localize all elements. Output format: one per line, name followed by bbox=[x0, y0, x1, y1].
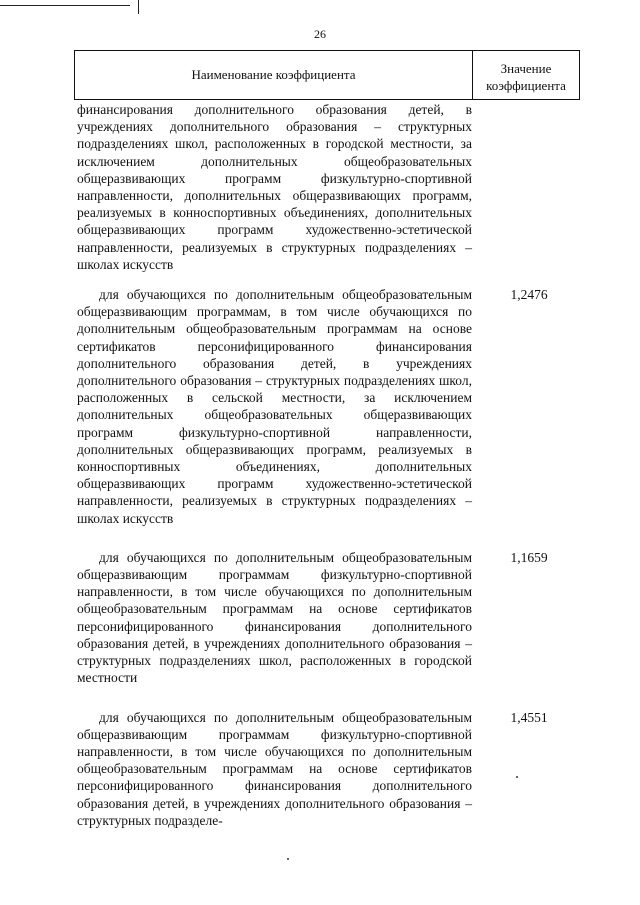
table-row bbox=[77, 286, 580, 527]
table-header bbox=[74, 50, 580, 100]
page-number: 26 bbox=[314, 27, 326, 41]
coefficient-description: для обучающихся по дополнительным общеобразовательным общеразвивающим программам, в том числе обучающихся по дополнительным общеобразовательным программам на основе сертификатов персонифицированного финансирования дополнительного образования детей, в учреждениях дополнительного образования – структурных подразделениях школ, расположенных в сельской местности, за исключением дополнительных общеобразовательных общеразвивающих программ физкультурно-спортивной направленности, дополнительных общеразвивающих программ, реализуемых в конноспортивных объединениях, дополнительных общеразвивающих программ художественно-эстетической направленности, реализуемых в структурных подразделениях – школах искусств bbox=[77, 287, 472, 526]
header-coefficient-value: Значение коэффициента bbox=[486, 61, 566, 93]
coefficient-value: 1,1659 bbox=[510, 549, 548, 565]
coefficient-value: 1,4551 bbox=[510, 709, 548, 725]
table-row bbox=[77, 709, 580, 829]
coefficient-value: 1,2476 bbox=[510, 287, 548, 303]
table-row bbox=[77, 549, 580, 687]
header-coefficient-name: Наименование коэффициента bbox=[75, 51, 473, 99]
coefficient-description: финансирования дополнительного образования детей, в учреждениях дополнительного образования – структурных подразделениях школ, расположенных в городской местности, за исключением дополнительных общеобразовательных общеразвивающих программ физкультурно-спортивной направленности, дополнительных общеразвивающих программ, реализуемых в конноспортивных объединениях, дополнительных общеразвивающих программ художественно-эстетической направленности, реализуемых в структурных подразделениях – школах искусств bbox=[77, 102, 472, 272]
coefficient-description: для обучающихся по дополнительным общеобразовательным общеразвивающим программам физкультурно-спортивной направленности, в том числе обучающихся по дополнительным общеобразовательным программам на основе сертификатов персонифицированного финансирования дополнительного образования детей, в учреждениях дополнительного образования – структурных подразделениях школ, расположенных в городской местности bbox=[77, 549, 472, 686]
coefficient-value bbox=[472, 101, 580, 273]
coefficient-description: для обучающихся по дополнительным общеобразовательным общеразвивающим программам физкультурно-спортивной направленности, в том числе обучающихся по дополнительным общеобразовательным программам на основе сертификатов персонифицированного финансирования дополнительного образования детей, в учреждениях дополнительного образования – структурных подразделе- bbox=[77, 709, 472, 828]
table-row bbox=[77, 101, 580, 273]
scan-corner-mark bbox=[0, 5, 130, 6]
scan-speck bbox=[287, 858, 289, 860]
scan-speck bbox=[516, 776, 518, 778]
coefficient-table-body bbox=[77, 101, 580, 851]
scan-corner-mark-vertical bbox=[138, 0, 139, 14]
